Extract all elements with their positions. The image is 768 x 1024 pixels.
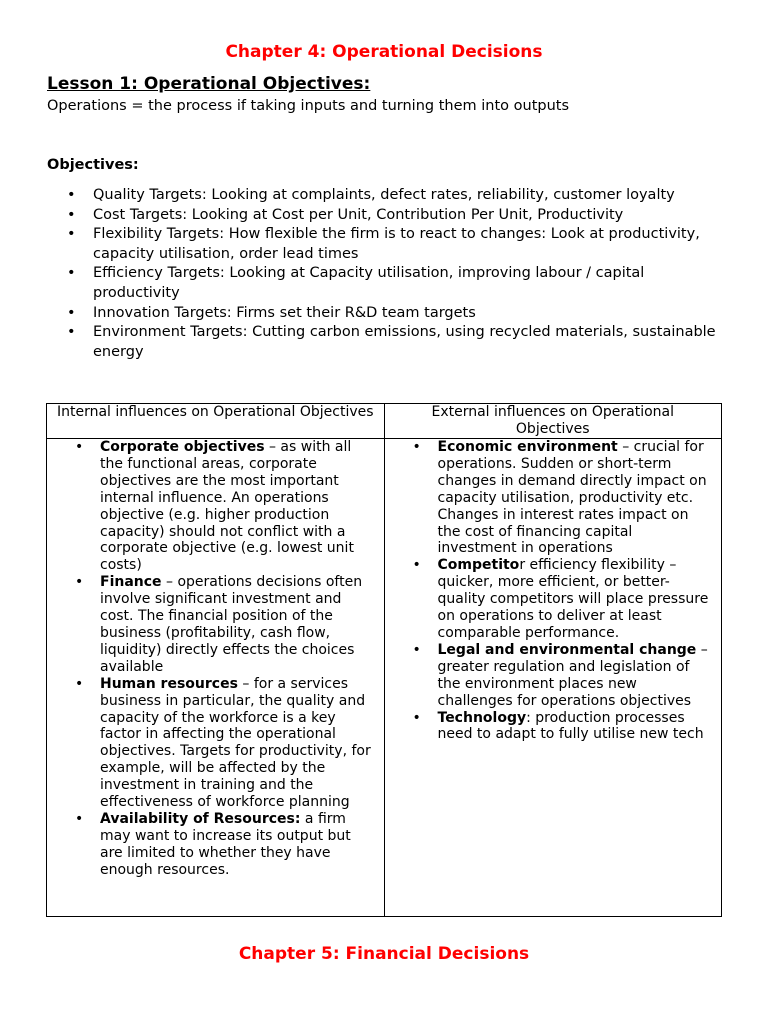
influence-description: – as with all the functional areas, corporate objectives are the most important internal influence. An operations objective (e.g. higher production capacity) should not conflict with a corporate objective (e.g. lowest unit costs): [100, 439, 354, 574]
bullet-icon: •: [412, 557, 421, 574]
list-item: [385, 439, 722, 557]
influence-term: Legal and environmental change: [437, 641, 697, 658]
list-item: [47, 323, 727, 362]
objective-text: Efficiency Targets: Looking at Capacity utilisation, improving labour / capital productivity: [93, 265, 645, 301]
influence-description: a firm may want to increase its output but are limited to whether they have enough resources.: [100, 810, 351, 878]
influence-term: Corporate objectives: [100, 439, 265, 455]
list-item: [47, 264, 727, 303]
list-item: [47, 811, 384, 879]
operations-definition: Operations = the process if taking inputs and turning them into outputs: [47, 98, 570, 114]
list-item: [47, 439, 384, 574]
bullet-icon: •: [67, 206, 76, 223]
bullet-icon: •: [412, 641, 421, 658]
bullet-icon: •: [67, 226, 76, 243]
external-influences-list: [385, 439, 722, 743]
influence-term: Availability of Resources:: [100, 810, 301, 827]
influence-description: : production processes need to adapt to fully utilise new tech: [437, 709, 704, 743]
influence-description: – crucial for operations. Sudden or short-term changes in demand directly impact on capacity utilisation, productivity etc. Changes in interest rates impact on the cost of financing capital investment in operations: [437, 439, 707, 557]
objective-text: Cost Targets: Looking at Cost per Unit, Contribution Per Unit, Productivity: [93, 206, 624, 223]
bullet-icon: •: [75, 810, 84, 827]
bullet-icon: •: [75, 675, 84, 692]
chapter-5-title: Chapter 5: Financial Decisions: [238, 944, 530, 964]
objective-text: Quality Targets: Looking at complaints, defect rates, reliability, customer loyalty: [93, 187, 675, 203]
list-item: [385, 557, 722, 642]
list-item: [47, 676, 384, 811]
influence-description: – greater regulation and legislation of the environment places new challenges for operations objectives: [437, 641, 708, 709]
influence-term: Competito: [437, 557, 520, 574]
external-influences-header: External influences on Operational Objectives: [384, 404, 722, 439]
external-influences-cell: [384, 439, 722, 917]
bullet-icon: •: [412, 709, 421, 726]
list-item: [47, 574, 384, 675]
chapter-4-title: Chapter 4: Operational Decisions: [225, 42, 543, 62]
bullet-icon: •: [67, 324, 76, 341]
influences-table: [46, 403, 722, 917]
internal-influences-cell: [47, 439, 385, 917]
objective-text: Environment Targets: Cutting carbon emissions, using recycled materials, sustainable energy: [93, 324, 716, 360]
list-item: [385, 642, 722, 710]
bullet-icon: •: [67, 265, 76, 282]
bullet-icon: •: [67, 304, 76, 321]
list-item: [47, 304, 727, 324]
influence-term: Technology: [437, 709, 527, 726]
objective-text: Innovation Targets: Firms set their R&D team targets: [93, 304, 476, 321]
objectives-list: [47, 186, 727, 362]
influence-description: r efficiency flexibility – quicker, more efficient, or better-quality competitors will place pressure on operations to deliver at least comparable performance.: [437, 557, 709, 641]
objective-text: Flexibility Targets: How flexible the firm is to react to changes: Look at productivity, capacity utilisation, order lead times: [93, 226, 700, 262]
bullet-icon: •: [75, 574, 84, 591]
objectives-heading: Objectives:: [47, 157, 139, 173]
list-item: [385, 710, 722, 744]
influence-description: – operations decisions often involve significant investment and cost. The financial position of the business (profitability, cash flow, liquidity) directly effects the choices available: [100, 574, 363, 675]
list-item: [47, 206, 727, 226]
list-item: [47, 186, 727, 206]
bullet-icon: •: [75, 439, 84, 455]
lesson-title: Lesson 1: Operational Objectives:: [47, 74, 371, 94]
influence-term: Finance: [100, 574, 162, 591]
internal-influences-list: [47, 439, 384, 879]
list-item: [47, 225, 727, 264]
bullet-icon: •: [412, 439, 421, 455]
bullet-icon: •: [67, 187, 76, 203]
internal-influences-header: Internal influences on Operational Objectives: [47, 404, 385, 439]
influence-description: – for a services business in particular, the quality and capacity of the workforce is a key factor in affecting the operational objectives. Targets for productivity, for example, will be affected by the investment in training and the effectiveness of workforce planning: [100, 675, 371, 811]
influence-term: Economic environment: [437, 439, 618, 455]
influence-term: Human resources: [100, 675, 238, 692]
